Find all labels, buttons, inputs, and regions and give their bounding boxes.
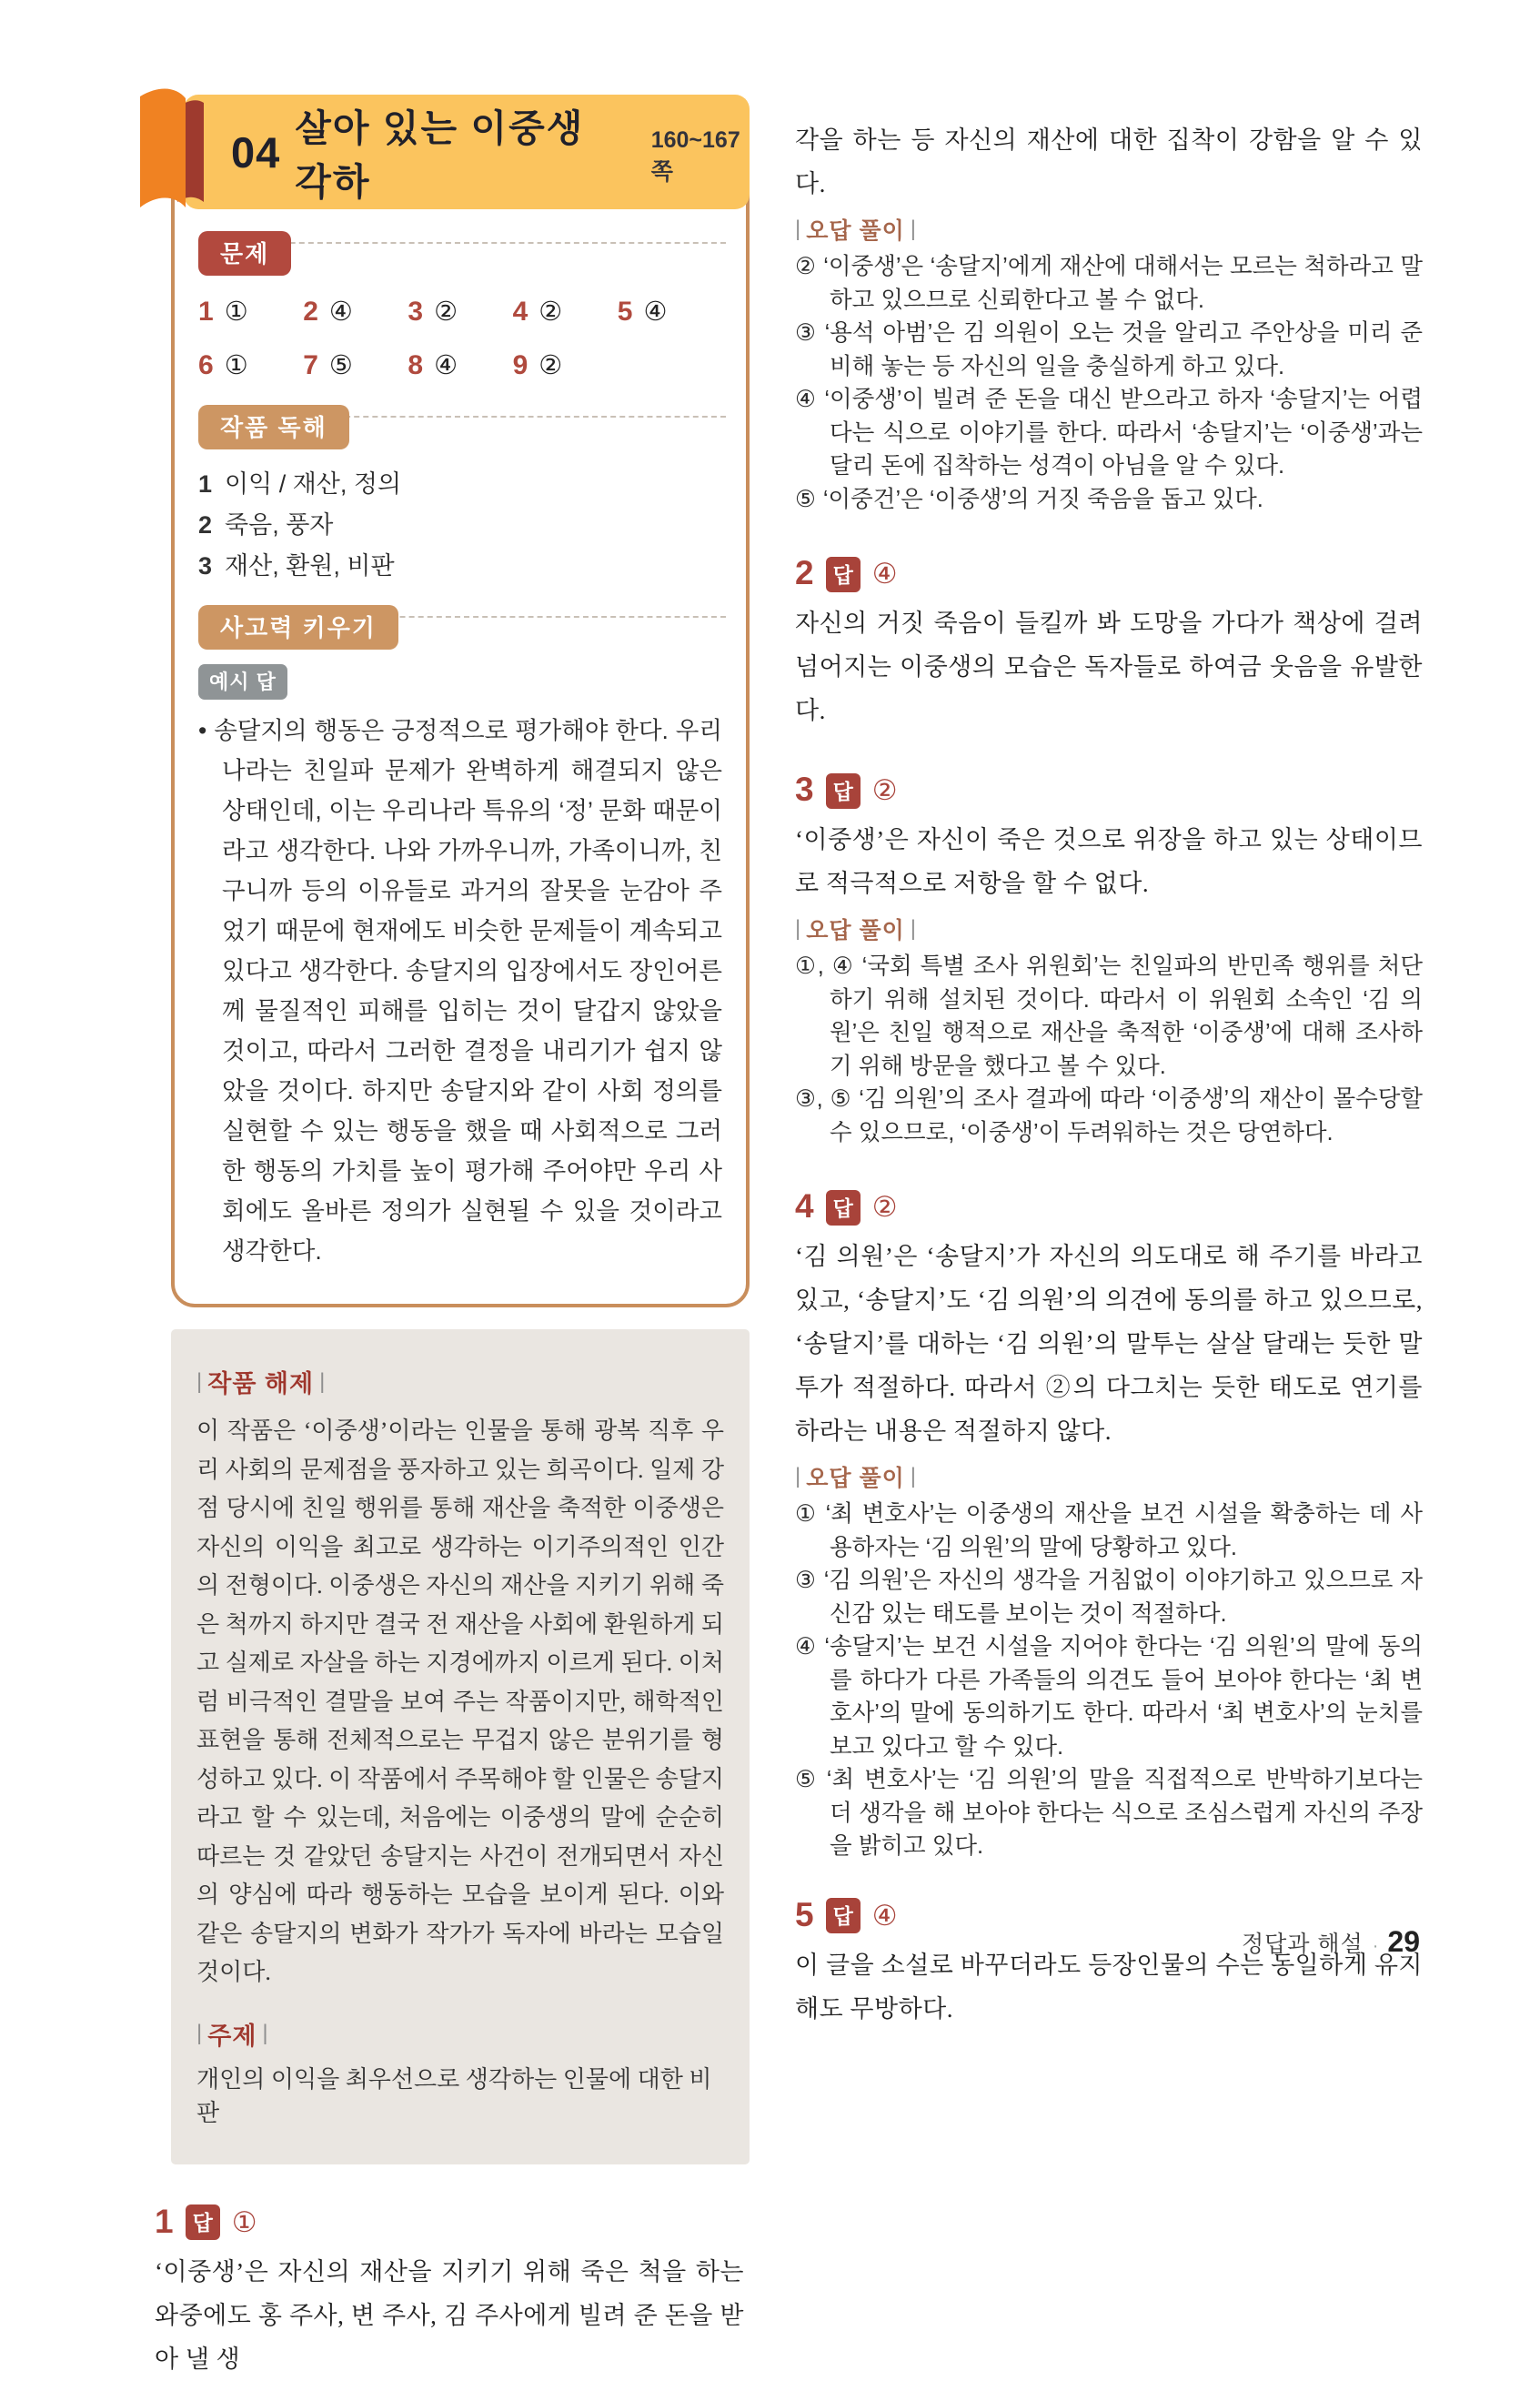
- item-marker: ⑤: [795, 1767, 820, 1792]
- item-marker: ②: [795, 254, 817, 279]
- reading-item: [198, 546, 722, 587]
- item-text: ‘김 의원’은 자신의 생각을 거침없이 이야기하고 있으므로 자신감 있는 태도를 보이는 것이 적절하다.: [823, 1568, 1423, 1627]
- wrong-answer-list: [795, 1498, 1423, 1863]
- reading-list: [198, 464, 722, 587]
- explanation-3-header: [795, 771, 1423, 809]
- haeje-text: 이 작품은 ‘이중생’이라는 인물을 통해 광복 직후 우리 사회의 문제점을 풍자하고 있는 희곡이다. 일제 강점 당시에 친일 행위를 통해 재산을 축적한 이중생은 자신의 이익을 최고로 생각하는 이기주의적인 인간의 전형이다. 이중생은 자신의 재산을 지키기 위해 죽은 척까지 하지만 결국 전 재산을 사회에 환원하게 되고 실제로 자살을 하는 지경에까지 이르게 된다. 이처럼 비극적인 결말을 보여 주는 작품이지만, 해학적인 표현을 통해 전체적으로는 무겁지 않은 분위기를 형성하고 있다. 이 작품에서 주목해야 할 인물은 송달지라고 할 수 있는데, 처음에는 이중생의 말에 순순히 따르는 것 같았던 송달지는 사건이 전개되면서 자신의 양심에 따라 행동하는 모습을 보이게 된다. 이와 같은 송달지의 변화가 작가가 독자에 바라는 모습일 것이다.: [196, 1418, 724, 1985]
- explanation-section-3: [795, 771, 1423, 1149]
- wrong-answer-item: [795, 1564, 1423, 1630]
- item-marker: ③: [795, 320, 818, 346]
- label-bar: |: [262, 2021, 268, 2045]
- item-marker: ⑤: [795, 486, 816, 512]
- explanation-body: 자신의 거짓 죽음이 들킬까 봐 도망을 가다가 책상에 걸려 넘어지는 이중생의 모습은 독자들로 하여금 웃음을 유발한다.: [795, 610, 1423, 724]
- answer-number: 8: [408, 349, 424, 380]
- wrong-answer-item: [795, 1763, 1423, 1863]
- answer-number: 7: [303, 349, 318, 380]
- summary-box: [171, 1329, 750, 2164]
- page-footer: [1242, 1925, 1420, 1959]
- label-bar: |: [910, 1464, 917, 1488]
- example-answer-badge: 예시 답: [198, 664, 287, 700]
- explanation-number: 2: [795, 554, 814, 591]
- reading-item-number: 3: [198, 552, 213, 580]
- book-icon: [127, 87, 222, 226]
- correct-answer-choice: ②: [871, 1191, 898, 1223]
- answer-cell: [198, 296, 303, 328]
- item-text: ‘최 변호사’는 이중생의 재산을 보건 시설을 확충하는 데 사용하자는 ‘김 의원’의 말에 당황하고 있다.: [825, 1501, 1423, 1560]
- answer-cell: [198, 349, 303, 381]
- haeje-label-text: 작품 해제: [207, 1370, 315, 1397]
- explanation-number: 3: [795, 771, 814, 808]
- reading-item: [198, 464, 722, 505]
- thinking-section-header: [198, 605, 722, 650]
- answer-cell: [513, 296, 618, 328]
- bullet: •: [198, 717, 207, 744]
- answer-choice: ②: [538, 351, 563, 380]
- reading-item-number: 1: [198, 470, 213, 498]
- item-text: ‘이중생’은 ‘송달지’에게 재산에 대해서는 모르는 척하라고 말하고 있으므로 신뢰한다고 볼 수 없다.: [823, 254, 1423, 313]
- item-marker: ④: [795, 387, 818, 412]
- footer-separator: ·: [1372, 1936, 1379, 1956]
- answer-number: 3: [408, 296, 424, 327]
- lesson-banner: [184, 95, 750, 209]
- theme-text: 개인의 이익을 최우선으로 생각하는 인물에 대한 비판: [196, 2065, 712, 2126]
- correct-answer-choice: ④: [871, 1899, 898, 1932]
- label-bar: |: [795, 217, 801, 241]
- lesson-number: 04: [231, 127, 281, 177]
- wrong-answer-label: [795, 1460, 1423, 1493]
- explanation-4-header: [795, 1187, 1423, 1226]
- item-marker: ①, ④: [795, 953, 855, 979]
- footer-page-number: 29: [1387, 1925, 1420, 1958]
- thinking-text: 송달지의 행동은 긍정적으로 평가해야 한다. 우리나라는 친일파 문제가 완벽하게 해결되지 않은 상태인데, 이는 우리나라 특유의 ‘정’ 문화 때문이라고 생각한다. 나와 가까우니까, 가족이니까, 친구니까 등의 이유들로 과거의 잘못을 눈감아 주었기 때문에 현재에도 비슷한 문제들이 계속되고 있다고 생각한다. 송달지의 입장에서도 장인어른께 물질적인 피해를 입히는 것이 달갑지 않았을 것이고, 따라서 그러한 결정을 내리기가 쉽지 않았을 것이다. 하지만 송달지와 같이 사회 정의를 실현할 수 있는 행동을 했을 때 사회적으로 그러한 행동의 가치를 높이 평가해 주어야만 우리 사회에도 올바른 정의가 실현될 수 있을 것이라고 생각한다.: [214, 717, 722, 1265]
- correct-answer-choice: ②: [871, 774, 898, 806]
- answer-label-badge: 답: [826, 557, 861, 592]
- wrong-answer-list: [795, 950, 1423, 1149]
- page-range: 160~167쪽: [650, 126, 740, 185]
- explanation-body: 이 글을 소설로 바꾸더라도 등장인물의 수는 동일하게 유지해도 무방하다.: [795, 1951, 1423, 2023]
- label-bar: |: [196, 2021, 203, 2045]
- answer-number: 1: [198, 296, 214, 327]
- explanation-section-4: [795, 1187, 1423, 1863]
- reading-item-text: 재산, 환원, 비판: [225, 552, 395, 580]
- explanation-body: ‘이중생’은 자신의 재산을 지키기 위해 죽은 척을 하는 와중에도 홍 주사, 변 주사, 김 주사에게 빌려 준 돈을 받아 낼 생: [155, 2257, 744, 2373]
- wrong-answer-label-text: 오답 풀이: [806, 918, 905, 943]
- left-column: [127, 95, 750, 2381]
- label-bar: |: [910, 217, 917, 241]
- explanation-body: ‘김 의원’은 ‘송달지’가 자신의 의도대로 해 주기를 바라고 있고, ‘송달지’도 ‘김 의원’의 의견에 동의를 하고 있으므로, ‘송달지’를 대하는 ‘김 의원’의 말투는 살살 달래는 듯한 말투가 적절하다. 따라서 ②의 다그치는 듯한 태도로 연기를 하라는 내용은 적절하지 않다.: [795, 1243, 1423, 1445]
- item-text: ‘최 변호사’는 ‘김 의원’의 말을 직접적으로 반박하기보다는 더 생각을 해 보아야 한다는 식으로 조심스럽게 자신의 주장을 밝히고 있다.: [826, 1767, 1423, 1859]
- answer-number: 4: [512, 296, 528, 327]
- explanation-section-1: [155, 2203, 744, 2381]
- wrong-answer-list: [795, 250, 1423, 516]
- correct-answer-choice: ①: [231, 2205, 257, 2238]
- theme-label-text: 주제: [207, 2022, 257, 2050]
- theme-label: [196, 2016, 724, 2052]
- label-bar: |: [319, 1368, 326, 1394]
- answer-cell: [303, 296, 408, 328]
- item-marker: ③: [795, 1568, 817, 1593]
- item-text: ‘이중생’이 빌려 준 돈을 대신 받으라고 하자 ‘송달지’는 어렵다는 식으로 이야기를 한다. 따라서 ‘송달지’는 ‘이중생’과는 달리 돈에 집착하는 성격이 아님을 알 수 있다.: [824, 387, 1423, 479]
- answer-cell: [408, 296, 512, 328]
- explanation-number: 1: [155, 2202, 174, 2240]
- explanation-number: 5: [795, 1895, 814, 1933]
- wrong-answer-label-text: 오답 풀이: [806, 218, 905, 244]
- answer-number: 9: [512, 349, 528, 380]
- label-bar: |: [795, 1464, 801, 1488]
- answer-cell: [513, 349, 618, 381]
- label-bar: |: [795, 916, 801, 941]
- haeje-label: [196, 1364, 724, 1399]
- reading-item: [198, 505, 722, 546]
- footer-label: 정답과 해설: [1242, 1932, 1364, 1957]
- theme-section: [196, 2016, 724, 2128]
- wrong-answer-item: [795, 383, 1423, 483]
- problems-section-header: [198, 231, 722, 276]
- reading-item-text: 죽음, 풍자: [225, 511, 334, 539]
- answer-cell: [303, 349, 408, 381]
- reading-section-header: [198, 405, 722, 449]
- wrong-answer-item: [795, 317, 1423, 383]
- explanation-body: ‘이중생’은 자신이 죽은 것으로 위장을 하고 있는 상태이므로 적극적으로 저항을 할 수 없다.: [795, 826, 1423, 897]
- item-text: ‘이중건’은 ‘이중생’의 거짓 죽음을 돕고 있다.: [822, 486, 1263, 512]
- wrong-answer-item: [795, 1083, 1423, 1149]
- answer-choice: ⑤: [328, 351, 353, 380]
- item-text: ‘김 의원’의 조사 결과에 따라 ‘이중생’의 재산이 몰수당할 수 있으므로, ‘이중생’이 두려워하는 것은 당연하다.: [830, 1086, 1424, 1145]
- answer-label-badge: 답: [826, 1898, 861, 1933]
- correct-answer-choice: ④: [871, 558, 898, 590]
- answer-label-badge: 답: [186, 2204, 220, 2240]
- answer-choice: ④: [328, 298, 353, 327]
- explanation-1-continuation: 각을 하는 등 자신의 재산에 대한 집착이 강함을 알 수 있다.: [795, 126, 1423, 197]
- wrong-answer-item: [795, 483, 1423, 517]
- reading-badge: 작품 독해: [198, 405, 349, 449]
- label-bar: |: [910, 916, 917, 941]
- answer-choice: ④: [643, 298, 668, 327]
- reading-item-number: 2: [198, 511, 213, 539]
- item-marker: ④: [795, 1634, 818, 1660]
- explanation-section-2: [795, 554, 1423, 732]
- explanation-section-5: [795, 1896, 1423, 2031]
- item-marker: ①: [795, 1501, 819, 1527]
- item-marker: ③, ⑤: [795, 1086, 852, 1112]
- wrong-answer-item: [795, 1630, 1423, 1763]
- answer-label-badge: 답: [826, 773, 861, 809]
- wrong-answer-label-text: 오답 풀이: [806, 1466, 905, 1491]
- answers-grid: [198, 296, 722, 381]
- reading-item-text: 이익 / 재산, 정의: [225, 470, 402, 498]
- answer-number: 2: [303, 296, 318, 327]
- answer-label-badge: 답: [826, 1190, 861, 1226]
- wrong-answer-label: [795, 913, 1423, 945]
- label-bar: |: [196, 1368, 203, 1394]
- answer-number: 5: [617, 296, 633, 327]
- wrong-answer-item: [795, 250, 1423, 317]
- explanation-2-header: [795, 554, 1423, 592]
- answers-box: [171, 156, 750, 1307]
- explanation-1-header: [155, 2203, 744, 2241]
- thinking-paragraph: [198, 711, 722, 1271]
- answer-choice: ②: [434, 298, 458, 327]
- answer-number: 6: [198, 349, 214, 380]
- wrong-answer-label: [795, 213, 1423, 246]
- lesson-title: 살아 있는 이중생 각하: [295, 107, 585, 203]
- answer-choice: ②: [538, 298, 563, 327]
- explanation-number: 4: [795, 1187, 814, 1225]
- right-column: [795, 118, 1423, 2031]
- wrong-answer-item: [795, 950, 1423, 1083]
- answer-choice: ①: [224, 298, 248, 327]
- wrong-answer-item: [795, 1498, 1423, 1564]
- item-text: ‘국회 특별 조사 위원회’는 친일파의 반민족 행위를 처단하기 위해 설치된 것이다. 따라서 이 위원회 소속인 ‘김 의원’은 친일 행적으로 재산을 축적한 ‘이중생’에 대해 조사하기 위해 방문을 했다고 볼 수 있다.: [830, 953, 1423, 1079]
- item-text: ‘송달지’는 보건 시설을 지어야 한다는 ‘김 의원’의 말에 동의를 하다가 다른 가족들의 의견도 들어 보아야 한다는 ‘최 변호사’의 말에 동의하기도 한다. 따라서 ‘최 변호사’의 눈치를 보고 있다고 할 수 있다.: [824, 1634, 1423, 1760]
- answer-cell: [408, 349, 512, 381]
- answer-choice: ①: [224, 351, 248, 380]
- thinking-badge: 사고력 키우기: [198, 605, 398, 650]
- answer-choice: ④: [434, 351, 458, 380]
- item-text: ‘용석 아범’은 김 의원이 오는 것을 알리고 주안상을 미리 준비해 놓는 등 자신의 일을 충실하게 하고 있다.: [824, 320, 1423, 379]
- problems-badge: 문제: [198, 231, 291, 276]
- answer-cell: [618, 296, 722, 328]
